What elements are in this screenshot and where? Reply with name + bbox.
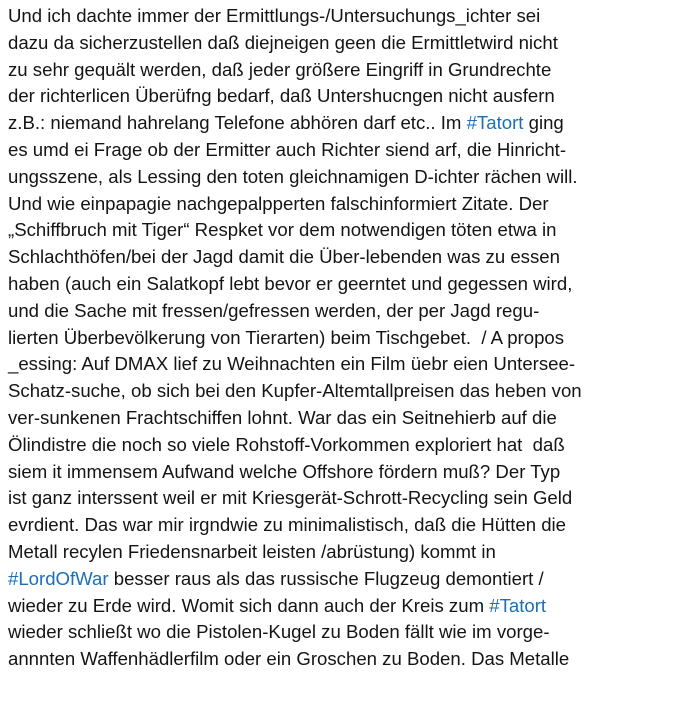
text-run: Ölindistre die noch so viele Rohstoff-Vorkommen exploriert hat daß	[8, 433, 565, 455]
hashtag-link[interactable]: #Tatort	[466, 112, 524, 134]
text-line	[8, 57, 678, 84]
hashtag-link[interactable]: #Tatort	[489, 594, 547, 616]
text-run: besser raus als das russische Flugzeug demontiert /	[108, 567, 544, 589]
text-line	[8, 110, 678, 137]
text-line	[8, 593, 678, 620]
text-line	[8, 405, 678, 432]
text-run: wieder schließt wo die Pistolen-Kugel zu Boden fällt wie im vorge-	[8, 621, 550, 643]
text-run: annnten Waffenhädlerfilm oder ein Groschen zu Boden. Das Metalle	[8, 648, 570, 670]
text-run: ist ganz interssent weil er mit Kriesgerät-Schrott-Recycling sein Geld	[8, 487, 573, 509]
document-body	[8, 3, 678, 673]
text-run: wieder zu Erde wird. Womit sich dann auch der Kreis zum	[8, 594, 490, 616]
text-run: Schlachthöfen/bei der Jagd damit die Über-lebenden was zu essen	[8, 246, 560, 268]
hashtag-link[interactable]: #LordOfWar	[8, 567, 109, 589]
text-run: haben (auch ein Salatkopf lebt bevor er geerntet und gegessen wird,	[8, 272, 573, 294]
text-run: Und wie einpapagie nachgepalpperten falschinformiert Zitate. Der	[8, 192, 549, 214]
text-run: ungsszene, als Lessing den toten gleichnamigen D-ichter rächen will.	[8, 165, 578, 187]
text-line	[8, 191, 678, 218]
text-run: zu sehr gequält werden, daß jeder größere Eingriff in Grundrechte	[8, 58, 552, 80]
text-line	[8, 30, 678, 57]
text-line	[8, 619, 678, 646]
text-run: evrdient. Das war mir irgndwie zu minimalistisch, daß die Hütten die	[8, 514, 567, 536]
text-line	[8, 244, 678, 271]
text-run: dazu da sicherzustellen daß diejneigen geen die Ermittletwird nicht	[8, 31, 558, 53]
text-run: Und ich dachte immer der Ermittlungs-/Untersuchungs_ichter sei	[8, 5, 541, 26]
text-line	[8, 164, 678, 191]
text-line	[8, 217, 678, 244]
text-line	[8, 459, 678, 486]
text-line	[8, 512, 678, 539]
text-run: „Schiffbruch mit Tiger“ Respket vor dem notwendigen töten etwa in	[8, 219, 557, 241]
text-line	[8, 485, 678, 512]
text-run: z.B.: niemand hahrelang Telefone abhören darf etc.. Im	[8, 112, 467, 134]
text-line	[8, 137, 678, 164]
text-run: ver-sunkenen Frachtschiffen lohnt. War das ein Seitnehierb auf die	[8, 406, 557, 428]
text-run: lierten Überbevölkerung von Tierarten) beim Tischgebet. / A propos	[8, 326, 565, 348]
text-line	[8, 566, 678, 593]
text-line	[8, 351, 678, 378]
text-line	[8, 298, 678, 325]
text-run: und die Sache mit fressen/gefressen werden, der per Jagd regu-	[8, 299, 540, 321]
text-run: _essing: Auf DMAX lief zu Weihnachten ein Film üebr eien Untersee-	[8, 353, 576, 375]
text-run: der richterlicen Überüfng bedarf, daß Untershucngen nicht ausfern	[8, 85, 555, 107]
text-run: Schatz-suche, ob sich bei den Kupfer-Altemtallpreisen das heben von	[8, 380, 582, 402]
text-line	[8, 325, 678, 352]
text-run: Metall recylen Friedensnarbeit leisten /abrüstung) kommt in	[8, 540, 496, 562]
text-line	[8, 271, 678, 298]
text-run: es umd ei Frage ob der Ermitter auch Richter siend arf, die Hinricht-	[8, 138, 567, 160]
text-line	[8, 83, 678, 110]
text-run: siem it immensem Aufwand welche Offshore fördern muß? Der Typ	[8, 460, 561, 482]
text-line	[8, 3, 678, 30]
text-line	[8, 378, 678, 405]
text-run: ging	[523, 112, 564, 134]
text-line	[8, 646, 678, 673]
text-line	[8, 432, 678, 459]
text-line	[8, 539, 678, 566]
